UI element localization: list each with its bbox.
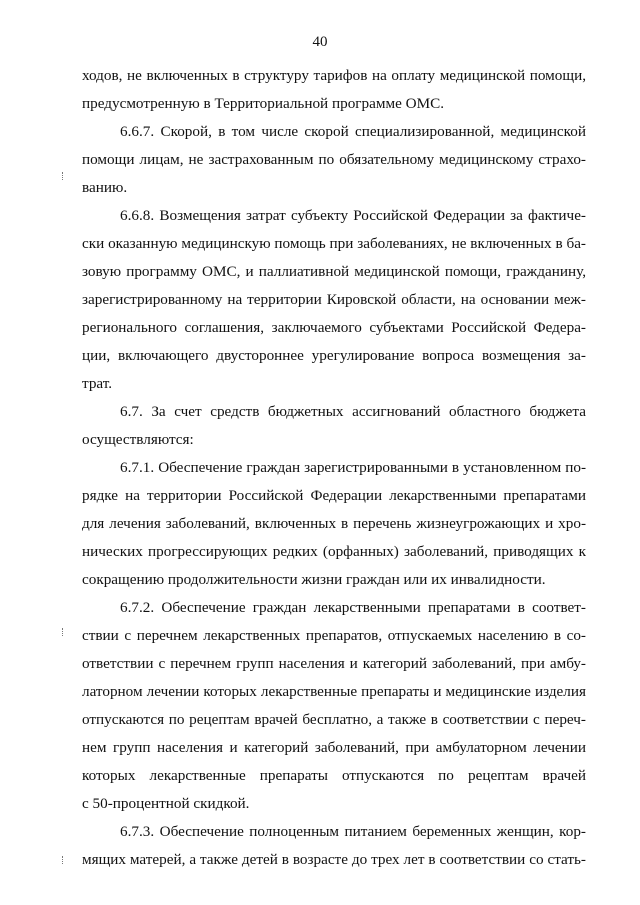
text-line: нических прогрессирующих редких (орфанных) заболеваний, приводящих к — [82, 543, 586, 560]
margin-mark — [62, 628, 66, 636]
text-line: нем групп населения и категорий заболеваний, при амбулаторном лечении — [82, 739, 586, 756]
text-line: мящих матерей, а также детей в возрасте до трех лет в соответствии со стать- — [82, 851, 586, 868]
text-line: осуществляются: — [82, 431, 194, 448]
paragraph-start-line: 6.7.3. Обеспечение полноценным питанием беременных женщин, кор- — [120, 823, 586, 840]
text-line: зарегистрированному на территории Кировской области, на основании меж- — [82, 291, 586, 308]
text-line: регионального соглашения, заключаемого субъектами Российской Федера- — [82, 319, 586, 336]
text-line: ходов, не включенных в структуру тарифов на оплату медицинской помощи, — [82, 67, 586, 84]
paragraph-start-line: 6.7.2. Обеспечение граждан лекарственными препаратами в соответ- — [120, 599, 586, 616]
paragraph-start-line: 6.6.8. Возмещения затрат субъекту Российской Федерации за фактиче- — [120, 207, 586, 224]
paragraph-start-line: 6.6.7. Скорой, в том числе скорой специализированной, медицинской — [120, 123, 586, 140]
text-line: предусмотренную в Территориальной программе ОМС. — [82, 95, 445, 112]
margin-mark — [62, 172, 66, 180]
text-line: ствии с перечнем лекарственных препаратов, отпускаемых населению в со- — [82, 627, 586, 644]
text-line: помощи лицам, не застрахованным по обязательному медицинскому страхо- — [82, 151, 586, 168]
margin-mark — [62, 856, 66, 864]
text-line: ски оказанную медицинскую помощь при заболеваниях, не включенных в ба- — [82, 235, 586, 252]
text-line: отпускаются по рецептам врачей бесплатно, а также в соответствии с переч- — [82, 711, 586, 728]
paragraph-start-line: 6.7. За счет средств бюджетных ассигнований областного бюджета — [120, 403, 586, 420]
text-line: ции, включающего двустороннее урегулирование вопроса возмещения за- — [82, 347, 586, 364]
text-line: ванию. — [82, 179, 128, 196]
text-line: рядке на территории Российской Федерации лекарственными препаратами — [82, 487, 586, 504]
page-number: 40 — [312, 34, 328, 50]
paragraph-start-line: 6.7.1. Обеспечение граждан зарегистрированными в установленном по- — [120, 459, 586, 476]
text-line: с 50-процентной скидкой. — [82, 795, 250, 812]
text-line: сокращению продолжительности жизни граждан или их инвалидности. — [82, 571, 546, 588]
text-line: ответствии с перечнем групп населения и категорий заболеваний, при амбу- — [82, 655, 586, 672]
text-line: трат. — [82, 375, 113, 392]
text-line: латорном лечении которых лекарственные препараты и медицинские изделия — [82, 683, 586, 700]
text-line: которых лекарственные препараты отпускаются по рецептам врачей — [82, 767, 586, 784]
text-line: зовую программу ОМС, и паллиативной медицинской помощи, гражданину, — [82, 263, 586, 280]
text-line: для лечения заболеваний, включенных в перечень жизнеугрожающих и хро- — [82, 515, 586, 532]
